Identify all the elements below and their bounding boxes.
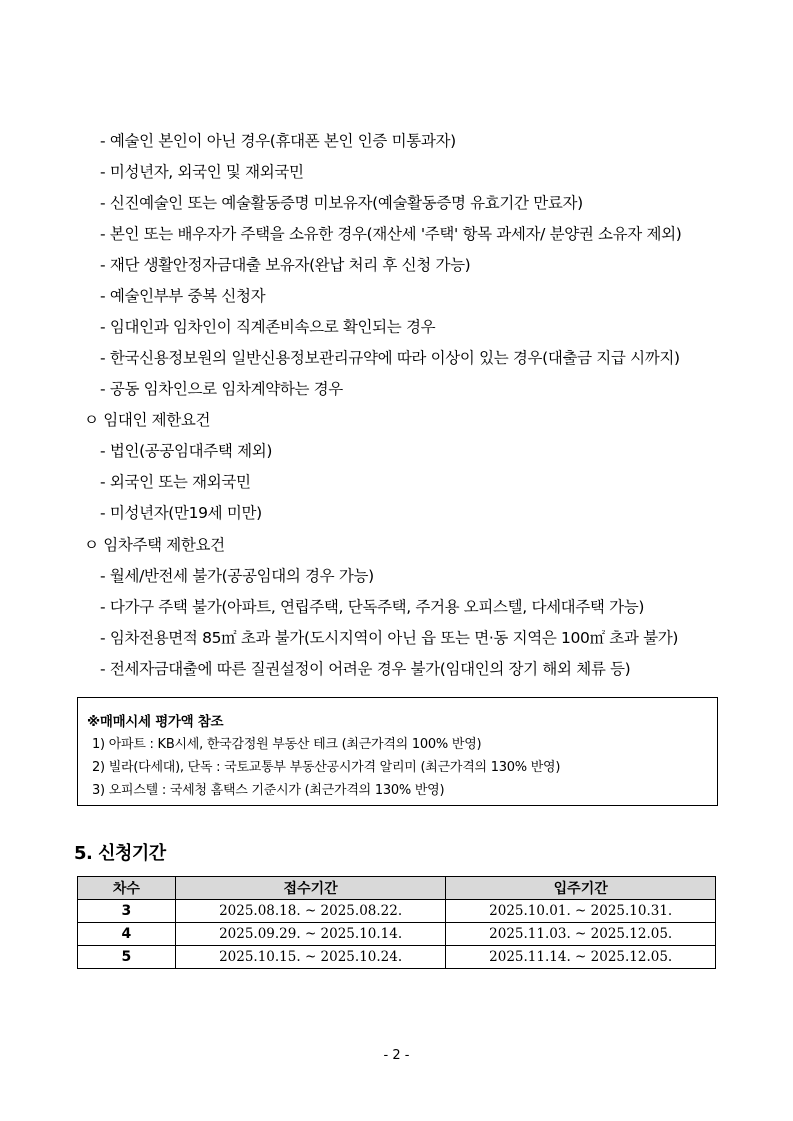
section-heading-landlord: ㅇ 임대인 제한요건 [84,411,211,429]
column-header-move-in-period: 입주기간 [446,877,716,900]
column-header-application-period: 접수기간 [175,877,446,900]
note-item: 1) 아파트 : KB시세, 한국감정원 부동산 테크 (최근가격의 100% 반영) [92,737,482,752]
list-item: - 재단 생활안정자금대출 보유자(완납 처리 후 신청 가능) [100,256,471,274]
section-heading-housing: ㅇ 임차주택 제한요건 [84,536,225,554]
list-item: - 본인 또는 배우자가 주택을 소유한 경우(재산세 '주택' 항목 과세자/ 분양권 소유자 제외) [100,225,682,243]
list-item: - 전세자금대출에 따른 질권설정이 어려운 경우 불가(임대인의 장기 해외 체류 등) [100,660,631,678]
note-item: 2) 빌라(다세대), 단독 : 국토교통부 부동산공시가격 알리미 (최근가격의 130% 반영) [92,760,561,775]
table-header-row [78,877,716,900]
round-cell: 4 [78,923,176,946]
list-item: - 임대인과 임차인이 직계존비속으로 확인되는 경우 [100,318,436,336]
note-title: ※매매시세 평가액 참조 [87,714,224,730]
list-item: - 다가구 주택 불가(아파트, 연립주택, 단독주택, 주거용 오피스텔, 다세대주택 가능) [100,598,645,616]
schedule-table [77,876,716,969]
move-in-period-cell: 2025.11.03. ~ 2025.12.05. [446,923,716,946]
round-cell: 5 [78,946,176,969]
list-item: - 예술인 본인이 아닌 경우(휴대폰 본인 인증 미통과자) [100,132,456,150]
list-item: - 법인(공공임대주택 제외) [100,442,273,460]
round-cell: 3 [78,900,176,923]
table-row [78,923,716,946]
list-item: - 한국신용정보원의 일반신용정보관리규약에 따라 이상이 있는 경우(대출금 지급 시까지) [100,349,680,367]
list-item: - 예술인부부 중복 신청자 [100,287,266,305]
application-period-cell: 2025.09.29. ~ 2025.10.14. [175,923,446,946]
price-reference-note [77,697,718,806]
note-item: 3) 오피스텔 : 국세청 홈택스 기준시가 (최근가격의 130% 반영) [92,783,445,798]
list-item: - 임차전용면적 85㎡ 초과 불가(도시지역이 아닌 읍 또는 면·동 지역은 100㎡ 초과 불가) [100,629,679,647]
table-row [78,900,716,923]
list-item: - 외국인 또는 재외국민 [100,473,251,491]
application-period-cell: 2025.10.15. ~ 2025.10.24. [175,946,446,969]
list-item: - 신진예술인 또는 예술활동증명 미보유자(예술활동증명 유효기간 만료자) [100,194,583,212]
move-in-period-cell: 2025.11.14. ~ 2025.12.05. [446,946,716,969]
application-period-cell: 2025.08.18. ~ 2025.08.22. [175,900,446,923]
column-header-round: 차수 [78,877,176,900]
move-in-period-cell: 2025.10.01. ~ 2025.10.31. [446,900,716,923]
list-item: - 공동 임차인으로 임차계약하는 경우 [100,380,343,398]
page-number: - 2 - [383,1048,410,1063]
table-row [78,946,716,969]
list-item: - 미성년자(만19세 미만) [100,504,262,522]
section-title: 5. 신청기간 [74,843,166,864]
list-item: - 미성년자, 외국인 및 재외국민 [100,163,304,181]
list-item: - 월세/반전세 불가(공공임대의 경우 가능) [100,567,374,585]
